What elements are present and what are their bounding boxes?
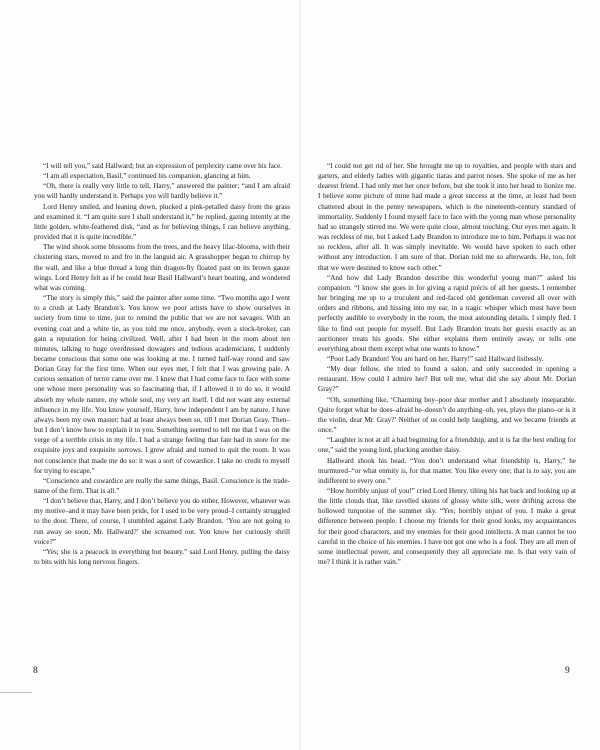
left-page-number: 8 (33, 666, 38, 676)
paragraph: “Oh, something like, ‘Charming boy–poor dear mother and I absolutely inseparable. Quite forget what he does–afraid he–doesn’t do anything–oh, yes, plays the piano–or is it the violin, dear Mr. Gray?’ Neither of us could help laughing, and we became friends at once.” (318, 395, 576, 435)
paragraph: “How horribly unjust of you!” cried Lord Henry, tilting his hat back and looking up at the little clouds that, like ravelled skeins of glossy white silk, were drifting across the hollowed turquoise of the summer sky. “Yes; horribly unjust of you. I make a great difference between people. I choose my friends for their good looks, my acquaintances for their good characters, and my enemies for their good intellects. A man cannot be too careful in the choice of his enemies. I have not got one who is a fool. They are all men of some intellectual power, and consequently they all appreciate me. Is that very vain of me? I think it is rather vain.” (318, 487, 576, 567)
paragraph: “I am all expectation, Basil,” continued his companion, glancing at him. (43, 172, 251, 181)
right-page-number: 9 (565, 666, 570, 676)
paragraph: “Poor Lady Brandon! You are hard on her, Harry!” said Hallward listlessly. (327, 354, 544, 363)
paragraph: “Laughter is not at all a bad beginning for a friendship, and it is far the best ending for one,” said the young lord, plucking another daisy. (318, 436, 576, 455)
paragraph: The wind shook some blossoms from the trees, and the heavy lilac-blooms, with their clustering stars, moved to and fro in the languid air. A grasshopper began to chirrup by the wall, and like a blue thread a long thin dragon-fly floated past on its brown gauze wings. Lord Henry felt as if he could hear Basil Hallward’s heart beating, and wondered what was coming. (34, 243, 290, 292)
paragraph: “The story is simply this,” said the painter after some time. “Two months ago I went to a crush at Lady Brandon’s. You know we poor artists have to show ourselves in society from time to time, just to remind the public that we are not savages. With an evening coat and a white tie, as you told me once, anybody, even a stock-broker, can gain a reputation for being civilized. Well, after I had been in the room about ten minutes, talking to huge overdressed dowagers and tedious academicians, I suddenly became conscious that some one was looking at me. I turned half-way round and saw Dorian Gray for the first time. When our eyes met, I felt that I was growing pale. A curious sensation of terror came over me. I knew that I had come face to face with some one whose mere personality was so fascinating that, if I allowed it to do so, it would absorb my whole nature, my whole soul, my very art itself. I did not want any external influence in my life. You know yourself, Harry, how independent I am by nature. I have always been my own master; had at least always been so, till I met Dorian Gray. Then–but I don’t know how to explain it to you. Something seemed to tell me that I was on the verge of a terrible crisis in my life. I had a strange feeling that fate had in store for me exquisite joys and exquisite sorrows. I grew afraid and turned to quit the room. It was not conscience that made me do so: it was a sort of cowardice. I take no credit to myself for trying to escape.” (34, 294, 290, 475)
paragraph: “And how did Lady Brandon describe this wonderful young man?” asked his companion. “I know she goes in for giving a rapid précis of all her guests. I remember her bringing me up to a truculent and red-faced old gentleman covered all over with orders and ribbons, and hissing into my ear, in a tragic whisper which must have been perfectly audible to everybody in the room, the most astounding details. I simply fled. I like to find out people for myself. But Lady Brandon treats her guests exactly as an auctioneer treats his goods. She either explains them entirely away, or tells one everything about them except what one wants to know.” (318, 273, 576, 353)
paragraph: “My dear fellow, she tried to found a salon, and only succeeded in opening a restaurant. How could I admire her? But tell me, what did she say about Mr. Dorian Gray?” (318, 365, 576, 394)
paragraph: “Yes; she is a peacock in everything but beauty,” said Lord Henry, pulling the daisy to bits with his long nervous fingers. (34, 547, 290, 567)
paragraph: Hallward shook his head. “You don’t understand what friendship is, Harry,” he murmured–“or what enmity is, for that matter. You like every one; that is to say, you are indifferent to every one.” (318, 456, 576, 485)
right-page-text (318, 161, 576, 567)
page-edge-line (0, 692, 32, 693)
paragraph: “I will tell you,” said Hallward; but an expression of perplexity came over his face. (43, 162, 283, 170)
paragraph: Lord Henry smiled, and leaning down, plucked a pink-petalled daisy from the grass and examined it. “I am quite sure I shall understand it,” he replied, gazing intently at the little golden, white-feathered disk, “and as for believing things, I can believe anything, provided that it is quite incredible.” (34, 202, 290, 242)
paragraph: “I don’t believe that, Harry, and I don’t believe you do either. However, whatever was my motive–and it may have been pride, for I used to be very proud–I certainly struggled to the door. There, of course, I stumbled against Lady Brandon. ‘You are not going to run away so soon, Mr. Hallward?’ she screamed out. You know her curiously shrill voice?” (34, 497, 290, 546)
left-page-text (34, 161, 290, 567)
paragraph: “I could not get rid of her. She brought me up to royalties, and people with stars and garters, and elderly ladies with gigantic tiaras and parrot noses. She spoke of me as her dearest friend. I had only met her once before, but she took it into her head to lionize me. I believe some picture of mine had made a great success at the time, at least had been chattered about in the penny newspapers, which is the nineteenth-century standard of immortality. Suddenly I found myself face to face with the young man whose personality had so strangely stirred me. We were quite close, almost touching. Our eyes met again. It was reckless of me, but I asked Lady Brandon to introduce me to him. Perhaps it was not so reckless, after all. It was simply inevitable. We would have spoken to each other without any introduction. I am sure of that. Dorian told me so afterwards. He, too, felt that we were destined to know each other.” (318, 162, 576, 272)
page-gutter (299, 0, 301, 750)
paragraph: “Oh, there is really very little to tell, Harry,” answered the painter; “and I am afraid you will hardly understand it. Perhaps you will hardly believe it.” (34, 182, 290, 201)
paragraph: “Conscience and cowardice are really the same things, Basil. Conscience is the trade-name of the firm. That is all.” (34, 476, 290, 495)
